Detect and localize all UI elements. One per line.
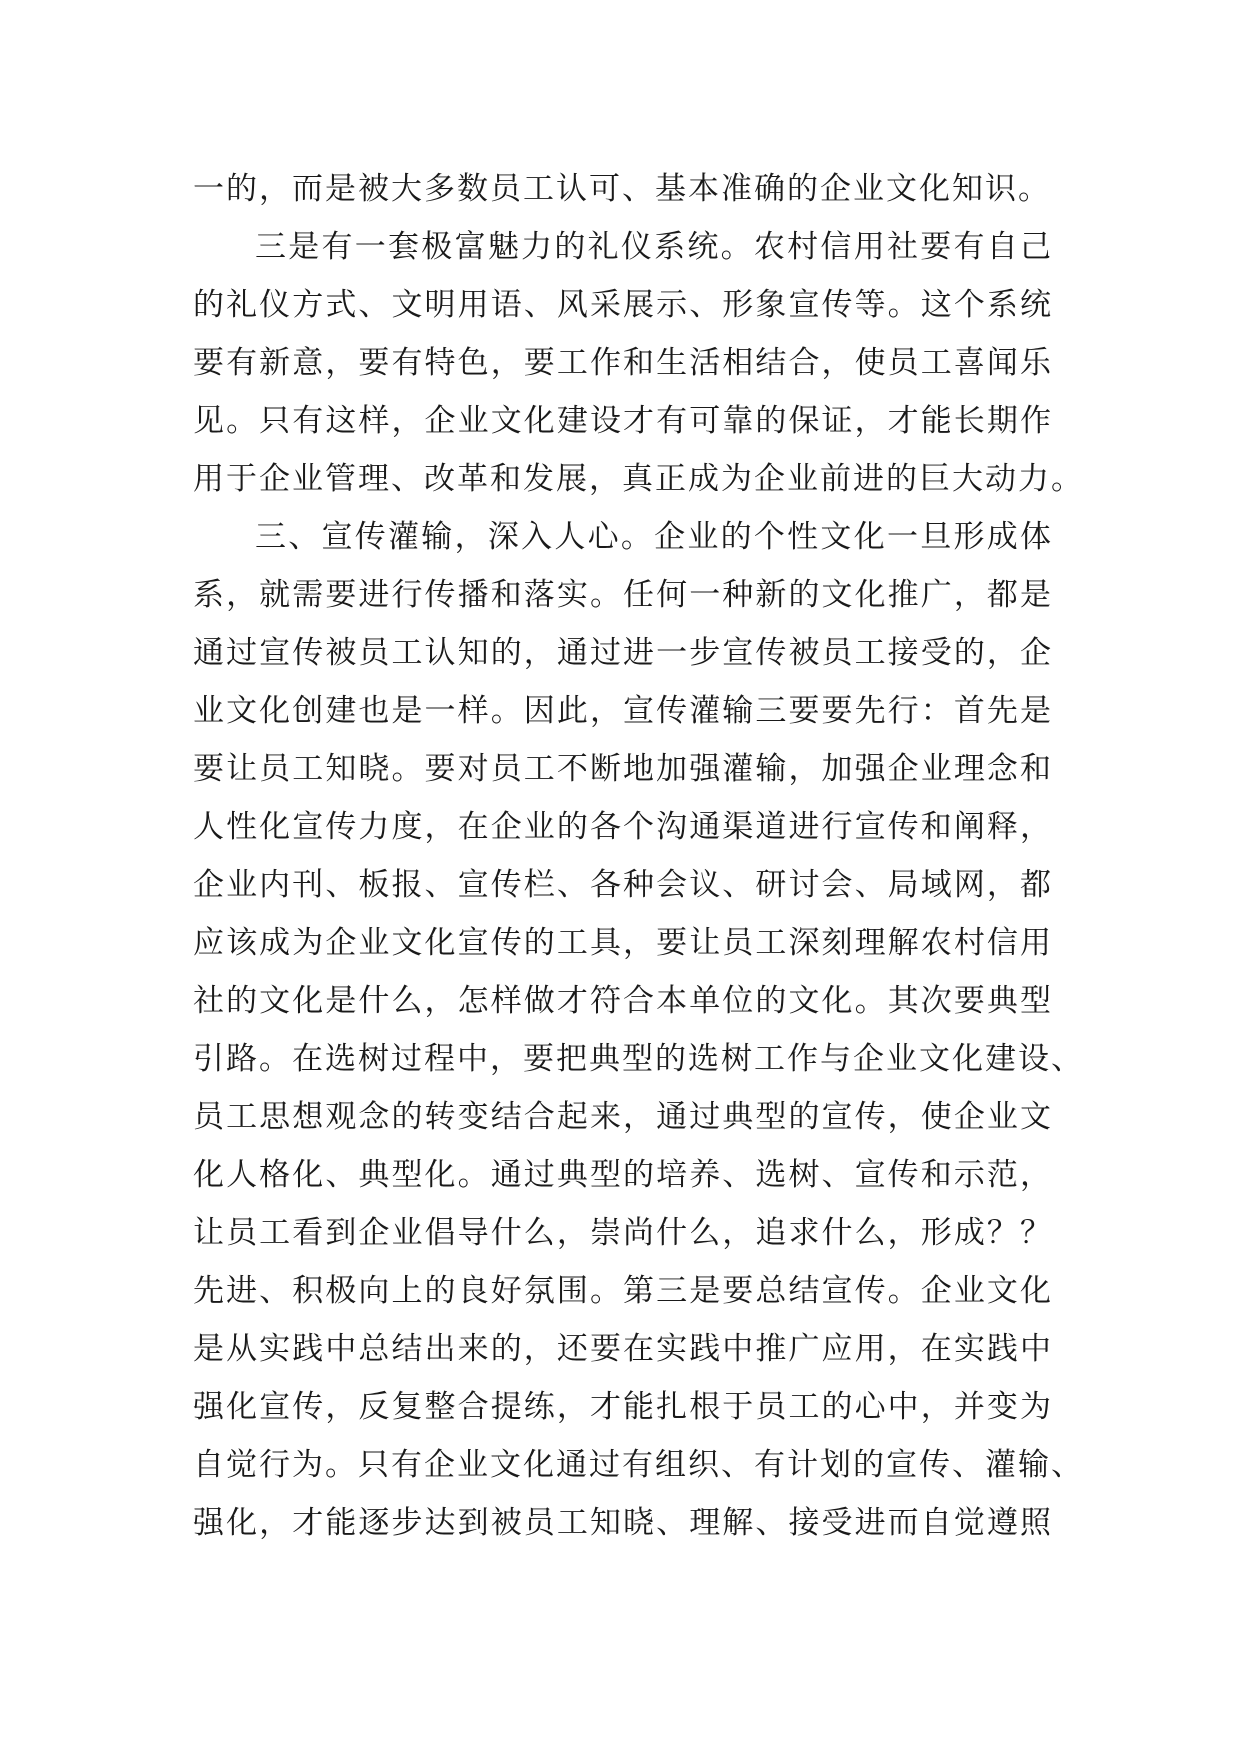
text-line: 应该成为企业文化宣传的工具，要让员工深刻理解农村信用 [193, 925, 1053, 961]
text-line: 要让员工知晓。要对员工不断地加强灌输，加强企业理念和 [193, 751, 1053, 787]
text-line: 强化，才能逐步达到被员工知晓、理解、接受进而自觉遵照 [193, 1505, 1053, 1541]
text-line: 先进、积极向上的良好氛围。第三是要总结宣传。企业文化 [193, 1273, 1053, 1309]
text-line: 要有新意，要有特色，要工作和生活相结合，使员工喜闻乐 [193, 345, 1053, 381]
document-body [193, 160, 1084, 1552]
text-line: 是从实践中总结出来的，还要在实践中推广应用，在实践中 [193, 1331, 1053, 1367]
text-line: 自觉行为。只有企业文化通过有组织、有计划的宣传、灌输、 [193, 1447, 1084, 1483]
text-line: 让员工看到企业倡导什么，崇尚什么，追求什么，形成？？ [193, 1215, 1053, 1251]
text-line: 用于企业管理、改革和发展，真正成为企业前进的巨大动力。 [193, 461, 1084, 497]
text-line: 业文化创建也是一样。因此，宣传灌输三要要先行：首先是 [193, 693, 1053, 729]
text-line: 人性化宣传力度，在企业的各个沟通渠道进行宣传和阐释， [193, 809, 1053, 845]
text-line: 系，就需要进行传播和落实。任何一种新的文化推广，都是 [193, 577, 1053, 613]
text-line: 通过宣传被员工认知的，通过进一步宣传被员工接受的，企 [193, 635, 1053, 671]
text-line: 引路。在选树过程中，要把典型的选树工作与企业文化建设、 [193, 1041, 1084, 1077]
section-heading-line: 三、宣传灌输，深入人心。企业的个性文化一旦形成体 [255, 519, 1053, 555]
text-line: 的礼仪方式、文明用语、风采展示、形象宣传等。这个系统 [193, 287, 1053, 323]
text-line: 社的文化是什么，怎样做才符合本单位的文化。其次要典型 [193, 983, 1053, 1019]
text-line: 一的，而是被大多数员工认可、基本准确的企业文化知识。 [193, 171, 1051, 207]
text-line: 企业内刊、板报、宣传栏、各种会议、研讨会、局域网，都 [193, 867, 1053, 903]
text-line: 强化宣传，反复整合提练，才能扎根于员工的心中，并变为 [193, 1389, 1053, 1425]
text-line: 化人格化、典型化。通过典型的培养、选树、宣传和示范， [193, 1157, 1053, 1193]
paragraph-start-line: 三是有一套极富魅力的礼仪系统。农村信用社要有自己 [255, 229, 1053, 265]
text-line: 员工思想观念的转变结合起来，通过典型的宣传，使企业文 [193, 1099, 1053, 1135]
text-line: 见。只有这样，企业文化建设才有可靠的保证，才能长期作 [193, 403, 1053, 439]
